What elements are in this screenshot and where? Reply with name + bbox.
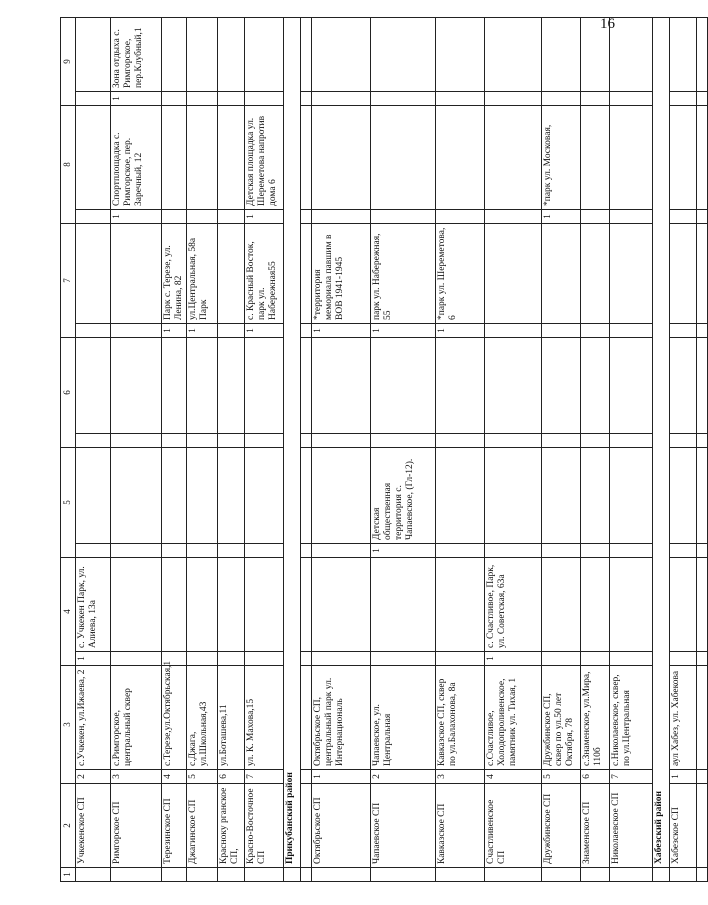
- table-row: [217, 18, 244, 882]
- count-cell: [580, 92, 609, 106]
- count-cell: [186, 434, 217, 448]
- count-cell: [669, 210, 696, 224]
- row-blank-cell: [484, 868, 541, 882]
- object-cell: [186, 558, 217, 652]
- header-cell: 6: [61, 338, 76, 448]
- blank-cell: [300, 666, 311, 770]
- object-cell: [311, 558, 370, 652]
- object-cell: [111, 224, 162, 324]
- object-cell: Чапаевское, ул. Центральная: [370, 666, 435, 770]
- row-blank-cell: [311, 868, 370, 882]
- row-blank-cell: [435, 868, 484, 882]
- object-cell: [111, 558, 162, 652]
- object-cell: [609, 558, 652, 652]
- count-cell: [609, 210, 652, 224]
- count-cell: [609, 544, 652, 558]
- object-cell: [217, 18, 244, 92]
- blank-cell: [696, 666, 707, 770]
- object-cell: [669, 106, 696, 210]
- object-cell: [669, 558, 696, 652]
- object-cell: [311, 106, 370, 210]
- object-cell: Дружбинское СП, сквер по ул.50 лет Октября, 78: [541, 666, 580, 770]
- settlement-cell: Чапаевское СП: [370, 784, 435, 868]
- count-cell: [609, 434, 652, 448]
- object-cell: [186, 448, 217, 544]
- region-row: [652, 18, 669, 882]
- settlement-cell: Терезинское СП: [162, 784, 187, 868]
- object-cell: [669, 224, 696, 324]
- count-cell: [669, 544, 696, 558]
- row-blank-cell: [370, 868, 435, 882]
- header-cell: 5: [61, 448, 76, 558]
- header-cell: 9: [61, 18, 76, 106]
- object-cell: [311, 18, 370, 92]
- settlement-cell: Красноку рганское СП,: [217, 784, 244, 868]
- object-cell: [609, 18, 652, 92]
- blank-cell: [696, 92, 707, 106]
- count-cell: 3: [111, 770, 162, 784]
- object-cell: [76, 448, 111, 544]
- object-cell: [162, 558, 187, 652]
- object-cell: [435, 558, 484, 652]
- object-cell: аул Хабез, ул. Хабекова: [669, 666, 696, 770]
- count-cell: [244, 92, 283, 106]
- settlement-cell: Николаевское СП: [609, 784, 652, 868]
- count-cell: [111, 324, 162, 338]
- count-cell: [435, 652, 484, 666]
- page-number: 16: [600, 16, 615, 32]
- object-cell: [217, 448, 244, 544]
- object-cell: ул.Центральная, 58а Парк: [186, 224, 217, 324]
- object-cell: [162, 106, 187, 210]
- object-cell: [541, 224, 580, 324]
- region-title: Прикубанский район: [283, 18, 300, 868]
- object-cell: [609, 448, 652, 544]
- object-cell: с.Счастливое, Холодопроливенское, памятник ул. Тихая, 1: [484, 666, 541, 770]
- object-cell: [580, 106, 609, 210]
- region-title: Хабезский район: [652, 18, 669, 868]
- count-cell: [186, 210, 217, 224]
- blank-cell: [696, 324, 707, 338]
- object-cell: с. Учкекен Парк, ул. Алиева, 13а: [76, 558, 111, 652]
- object-cell: [186, 338, 217, 434]
- blank-cell: [696, 448, 707, 544]
- object-cell: Зона отдыха с. Римгорское, пер.Клубный,1: [111, 18, 162, 92]
- object-cell: [541, 448, 580, 544]
- count-cell: 1: [484, 652, 541, 666]
- row-blank-cell: [217, 868, 244, 882]
- count-cell: [186, 652, 217, 666]
- count-cell: [541, 324, 580, 338]
- object-cell: [435, 338, 484, 434]
- object-cell: [76, 106, 111, 210]
- blank-cell: [696, 106, 707, 210]
- table-row: [111, 18, 162, 882]
- table-row: [244, 18, 283, 882]
- table-row: [186, 18, 217, 882]
- count-cell: 2: [76, 770, 111, 784]
- count-cell: [484, 324, 541, 338]
- count-cell: 1: [111, 210, 162, 224]
- count-cell: [541, 652, 580, 666]
- object-cell: [76, 224, 111, 324]
- blank-cell: [696, 544, 707, 558]
- settlement-cell: Дружбинское СП: [541, 784, 580, 868]
- object-cell: парк ул. Набережная, 55: [370, 224, 435, 324]
- header-cell: 1: [61, 868, 76, 882]
- count-cell: 1: [311, 770, 370, 784]
- count-cell: [484, 210, 541, 224]
- count-cell: [435, 434, 484, 448]
- row-blank-cell: [652, 868, 669, 882]
- object-cell: с.Терезе,ул.Октябрьская,1: [162, 666, 187, 770]
- landscape-table: [60, 17, 708, 882]
- blank-cell: [300, 544, 311, 558]
- object-cell: [669, 18, 696, 92]
- count-cell: [580, 434, 609, 448]
- object-cell: [484, 338, 541, 434]
- count-cell: [217, 434, 244, 448]
- blank-cell: [696, 18, 707, 92]
- object-cell: [162, 338, 187, 434]
- object-cell: [111, 338, 162, 434]
- count-cell: [111, 544, 162, 558]
- count-cell: 1: [435, 324, 484, 338]
- rotated-table-container: [60, 22, 681, 882]
- settlement-cell: Красно-Восточное СП: [244, 784, 283, 868]
- object-cell: [484, 224, 541, 324]
- object-cell: [541, 18, 580, 92]
- blank-cell: [300, 210, 311, 224]
- count-cell: [484, 434, 541, 448]
- blank-cell: [696, 784, 707, 868]
- object-cell: [609, 106, 652, 210]
- count-cell: [669, 324, 696, 338]
- blank-cell: [696, 224, 707, 324]
- object-cell: [484, 448, 541, 544]
- count-cell: [541, 544, 580, 558]
- count-cell: [111, 434, 162, 448]
- row-blank-cell: [609, 868, 652, 882]
- object-cell: [186, 106, 217, 210]
- count-cell: [541, 92, 580, 106]
- blank-row: [300, 18, 311, 882]
- row-blank-cell: [541, 868, 580, 882]
- count-cell: [244, 652, 283, 666]
- table-row: [669, 18, 696, 882]
- count-cell: [162, 92, 187, 106]
- object-cell: [370, 338, 435, 434]
- count-cell: [311, 434, 370, 448]
- header-cell: 2: [61, 784, 76, 868]
- object-cell: [484, 18, 541, 92]
- blank-cell: [696, 210, 707, 224]
- object-cell: [217, 106, 244, 210]
- blank-cell: [696, 558, 707, 652]
- header-row: [61, 18, 76, 882]
- object-cell: Детская общественная территория с. Чапаевское, (Гл-12).: [370, 448, 435, 544]
- object-cell: [370, 18, 435, 92]
- object-cell: Детская площадка ул. Шереметова напротив дома 6: [244, 106, 283, 210]
- object-cell: [370, 106, 435, 210]
- object-cell: [435, 18, 484, 92]
- table-row: [484, 18, 541, 882]
- blank-cell: [300, 106, 311, 210]
- count-cell: [186, 544, 217, 558]
- table-row: [311, 18, 370, 882]
- blank-cell: [300, 448, 311, 544]
- count-cell: 7: [609, 770, 652, 784]
- count-cell: [186, 92, 217, 106]
- object-cell: [217, 558, 244, 652]
- count-cell: [669, 92, 696, 106]
- object-cell: [311, 448, 370, 544]
- object-cell: [580, 224, 609, 324]
- count-cell: [217, 92, 244, 106]
- object-cell: [162, 448, 187, 544]
- object-cell: *парк ул. Московая,: [541, 106, 580, 210]
- object-cell: Октябрьское СП, центральный парк ул. Интернациональ: [311, 666, 370, 770]
- object-cell: [76, 338, 111, 434]
- object-cell: [580, 18, 609, 92]
- object-cell: [541, 558, 580, 652]
- count-cell: [484, 92, 541, 106]
- object-cell: с. Счастливое, Парк, ул. Советская, 63а: [484, 558, 541, 652]
- object-cell: [217, 224, 244, 324]
- object-cell: [580, 448, 609, 544]
- count-cell: [580, 324, 609, 338]
- object-cell: *парк ул. Шереметова, 6: [435, 224, 484, 324]
- count-cell: [370, 210, 435, 224]
- count-cell: 1: [244, 210, 283, 224]
- settlement-cell: Кавказское СП: [435, 784, 484, 868]
- row-blank-cell: [669, 868, 696, 882]
- header-cell: 8: [61, 106, 76, 224]
- region-row: [283, 18, 300, 882]
- count-cell: [609, 652, 652, 666]
- count-cell: 1: [111, 92, 162, 106]
- object-cell: с.Римгорское, центральный сквер: [111, 666, 162, 770]
- count-cell: [162, 544, 187, 558]
- object-cell: [244, 18, 283, 92]
- count-cell: 7: [244, 770, 283, 784]
- row-blank-cell: [76, 868, 111, 882]
- object-cell: [435, 106, 484, 210]
- blank-cell: [300, 652, 311, 666]
- table-row: [162, 18, 187, 882]
- object-cell: *территория мемориала павшим в ВОВ 1941-1945: [311, 224, 370, 324]
- count-cell: [580, 652, 609, 666]
- count-cell: [435, 210, 484, 224]
- object-cell: [111, 448, 162, 544]
- object-cell: с.Джага, ул.Школьная,43: [186, 666, 217, 770]
- blank-cell: [300, 338, 311, 434]
- count-cell: [311, 210, 370, 224]
- object-cell: [669, 338, 696, 434]
- count-cell: [311, 652, 370, 666]
- settlement-cell: Джагинское СП: [186, 784, 217, 868]
- object-cell: ул. К. Махова,15: [244, 666, 283, 770]
- count-cell: 4: [484, 770, 541, 784]
- count-cell: 2: [370, 770, 435, 784]
- settlement-cell: Счастливенское СП: [484, 784, 541, 868]
- blank-cell: [300, 784, 311, 868]
- object-cell: [580, 558, 609, 652]
- count-cell: 1: [669, 770, 696, 784]
- row-blank-cell: [283, 868, 300, 882]
- header-cell: 3: [61, 666, 76, 784]
- object-cell: [609, 338, 652, 434]
- row-blank-cell: [580, 868, 609, 882]
- object-cell: [244, 448, 283, 544]
- count-cell: 1: [162, 324, 187, 338]
- row-blank-cell: [186, 868, 217, 882]
- blank-cell: [696, 652, 707, 666]
- count-cell: [580, 544, 609, 558]
- header-cell: 7: [61, 224, 76, 338]
- blank-cell: [300, 434, 311, 448]
- count-cell: [76, 544, 111, 558]
- blank-cell: [300, 224, 311, 324]
- blank-cell: [300, 92, 311, 106]
- blank-cell: [696, 868, 707, 882]
- count-cell: [217, 652, 244, 666]
- count-cell: [370, 434, 435, 448]
- count-cell: [76, 210, 111, 224]
- blank-cell: [300, 18, 311, 92]
- object-cell: Спортплощадка с. Римгорское, пер. Заречный, 12: [111, 106, 162, 210]
- count-cell: 1: [311, 324, 370, 338]
- count-cell: [76, 434, 111, 448]
- object-cell: с.Николаевское, сквер, по ул.Центральная: [609, 666, 652, 770]
- object-cell: [76, 18, 111, 92]
- count-cell: [609, 92, 652, 106]
- object-cell: [669, 448, 696, 544]
- count-cell: [217, 324, 244, 338]
- count-cell: 3: [435, 770, 484, 784]
- table-row: [435, 18, 484, 882]
- count-cell: [609, 324, 652, 338]
- count-cell: [435, 544, 484, 558]
- object-cell: ул.Боташева,11: [217, 666, 244, 770]
- table-row: [609, 18, 652, 882]
- count-cell: 5: [541, 770, 580, 784]
- count-cell: 1: [244, 324, 283, 338]
- count-cell: 1: [541, 210, 580, 224]
- count-cell: [244, 544, 283, 558]
- object-cell: [370, 558, 435, 652]
- object-cell: [162, 18, 187, 92]
- object-cell: [244, 558, 283, 652]
- count-cell: [111, 652, 162, 666]
- count-cell: [669, 652, 696, 666]
- blank-cell: [300, 558, 311, 652]
- count-cell: [162, 434, 187, 448]
- count-cell: [311, 544, 370, 558]
- count-cell: [217, 210, 244, 224]
- count-cell: 6: [217, 770, 244, 784]
- object-cell: Кавказское СП, сквер по ул.Балахонова, 8а: [435, 666, 484, 770]
- row-blank-cell: [244, 868, 283, 882]
- count-cell: [162, 210, 187, 224]
- blank-cell: [300, 770, 311, 784]
- count-cell: 4: [162, 770, 187, 784]
- count-cell: [244, 434, 283, 448]
- blank-cell: [696, 770, 707, 784]
- count-cell: [370, 652, 435, 666]
- count-cell: [435, 92, 484, 106]
- settlement-cell: Хабезское СП: [669, 784, 696, 868]
- count-cell: [580, 210, 609, 224]
- settlement-cell: Учкекенское СП: [76, 784, 111, 868]
- object-cell: с.Учкекен, ул.Ижаева, 2: [76, 666, 111, 770]
- object-cell: [217, 338, 244, 434]
- object-cell: [186, 18, 217, 92]
- object-cell: [484, 106, 541, 210]
- blank-cell: [300, 868, 311, 882]
- object-cell: [435, 448, 484, 544]
- object-cell: Парк с. Терезе, ул. Ленина, 82: [162, 224, 187, 324]
- blank-cell: [300, 324, 311, 338]
- count-cell: [311, 92, 370, 106]
- object-cell: [580, 338, 609, 434]
- count-cell: 5: [186, 770, 217, 784]
- table-row: [76, 18, 111, 882]
- row-blank-cell: [162, 868, 187, 882]
- row-blank-cell: [111, 868, 162, 882]
- object-cell: [311, 338, 370, 434]
- table-body: [61, 18, 708, 882]
- count-cell: [76, 324, 111, 338]
- object-cell: [609, 224, 652, 324]
- object-cell: [541, 338, 580, 434]
- object-cell: [244, 338, 283, 434]
- count-cell: 1: [186, 324, 217, 338]
- blank-row: [696, 18, 707, 882]
- count-cell: [370, 92, 435, 106]
- table-row: [370, 18, 435, 882]
- object-cell: с.Знаменское, ул.Мира, 110б: [580, 666, 609, 770]
- count-cell: [76, 92, 111, 106]
- object-cell: с. Красный Восток, парк ул. Набережная55: [244, 224, 283, 324]
- settlement-cell: Знаменское СП: [580, 784, 609, 868]
- blank-cell: [696, 434, 707, 448]
- count-cell: 1: [370, 324, 435, 338]
- header-cell: 4: [61, 558, 76, 666]
- count-cell: 6: [580, 770, 609, 784]
- count-cell: [541, 434, 580, 448]
- blank-cell: [696, 338, 707, 434]
- count-cell: [669, 434, 696, 448]
- count-cell: [484, 544, 541, 558]
- count-cell: 1: [370, 544, 435, 558]
- table-row: [541, 18, 580, 882]
- settlement-cell: Римгорское СП: [111, 784, 162, 868]
- count-cell: 1: [76, 652, 111, 666]
- table-row: [580, 18, 609, 882]
- settlement-cell: Октябрьское СП: [311, 784, 370, 868]
- count-cell: [217, 544, 244, 558]
